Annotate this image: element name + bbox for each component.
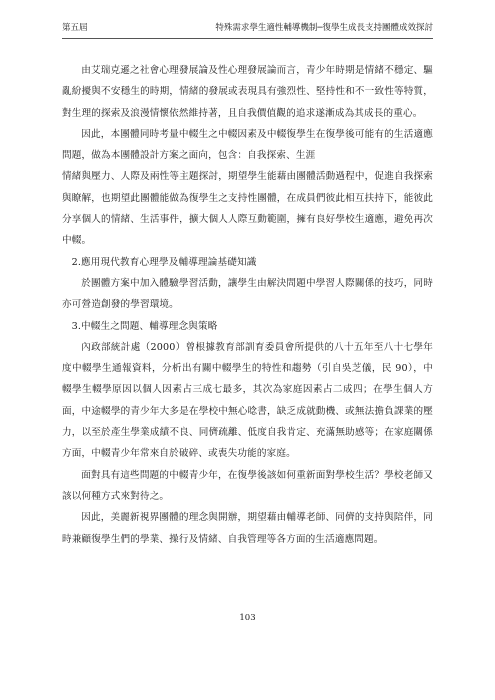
paragraph: 內政部統計處（2000）曾根據教育部訓育委員會所提供的八十五年至八十七學年度中輟學生通報資料，分析出有關中輟學生的特性和趨勢（引自吳芝儀，民 90），中輟學生輟學原因以個人因素占三成七最多，其次為家庭因素占二成四；在學生個人方面，中途輟學的青少年大多是在學校中無心唸書，缺乏成就動機、或無法擔負課業的壓力，以至於產生學業成績不良、同儕疏離、低度自我肯定、充滿無助感等；在家庭關係方面，中輟青少年常來自於破碎、或喪失功能的家庭。 [62,341,433,460]
paragraph: 面對具有這些問題的中輟青少年，在復學後該如何重新面對學校生活？學校老師又該以何種方式來對待之。 [62,469,433,502]
header-section-label: 第五屆 [62,23,88,33]
page-header [62,22,433,39]
page-number: 103 [239,613,256,623]
paragraph: 因此，本團體同時考量中輟生之中輟因素及中輟復學生在復學後可能有的生活適應問題，做為本團體設計方案之面向，包含：自我探索、生涯 [62,128,433,162]
header-title: 特殊需求學生適性輔導機制─復學生成長支持團體成效探討 [215,23,433,33]
section-heading: 2.應用現代教育心理學及輔導理論基礎知識 [71,256,257,268]
paragraph: 因此，美麗新視界團體的理念與開辦，期望藉由輔導老師、同儕的支持與陪伴，同時兼顧復學生們的學業、操行及情緒、自我管理等各方面的生活適應問題。 [62,512,433,545]
paragraph: 由艾瑞克遜之社會心理發展論及性心理發展論而言，青少年時期是情緒不穩定、驅亂紛擾與不安穩生的時期，情緒的發展或表現具有強烈性、堅持性和不一致性等特質，對生理的探索及浪漫情懷依然維持著，且自我價值觀的追求遂漸成為其成長的重心。 [62,65,433,119]
paragraph: 於團體方案中加入體驗學習活動，讓學生由解決問題中學習人際關係的技巧，同時亦可營造創發的學習環境。 [62,277,433,311]
section-heading: 3.中輟生之問題、輔導理念與策略 [71,320,218,332]
paragraph: 情緒與壓力、人際及兩性等主題探討，期望學生能藉由團體活動過程中，促進自我探索與瞭解，也期望此團體能做為復學生之支持性團體，在成員們彼此相互扶持下，能彼此分享個人的情緒、生活事件，擴大個人人際互動範圍，擁有良好學校生適應，避免再次中輟。 [62,171,433,247]
body-text [62,60,433,550]
